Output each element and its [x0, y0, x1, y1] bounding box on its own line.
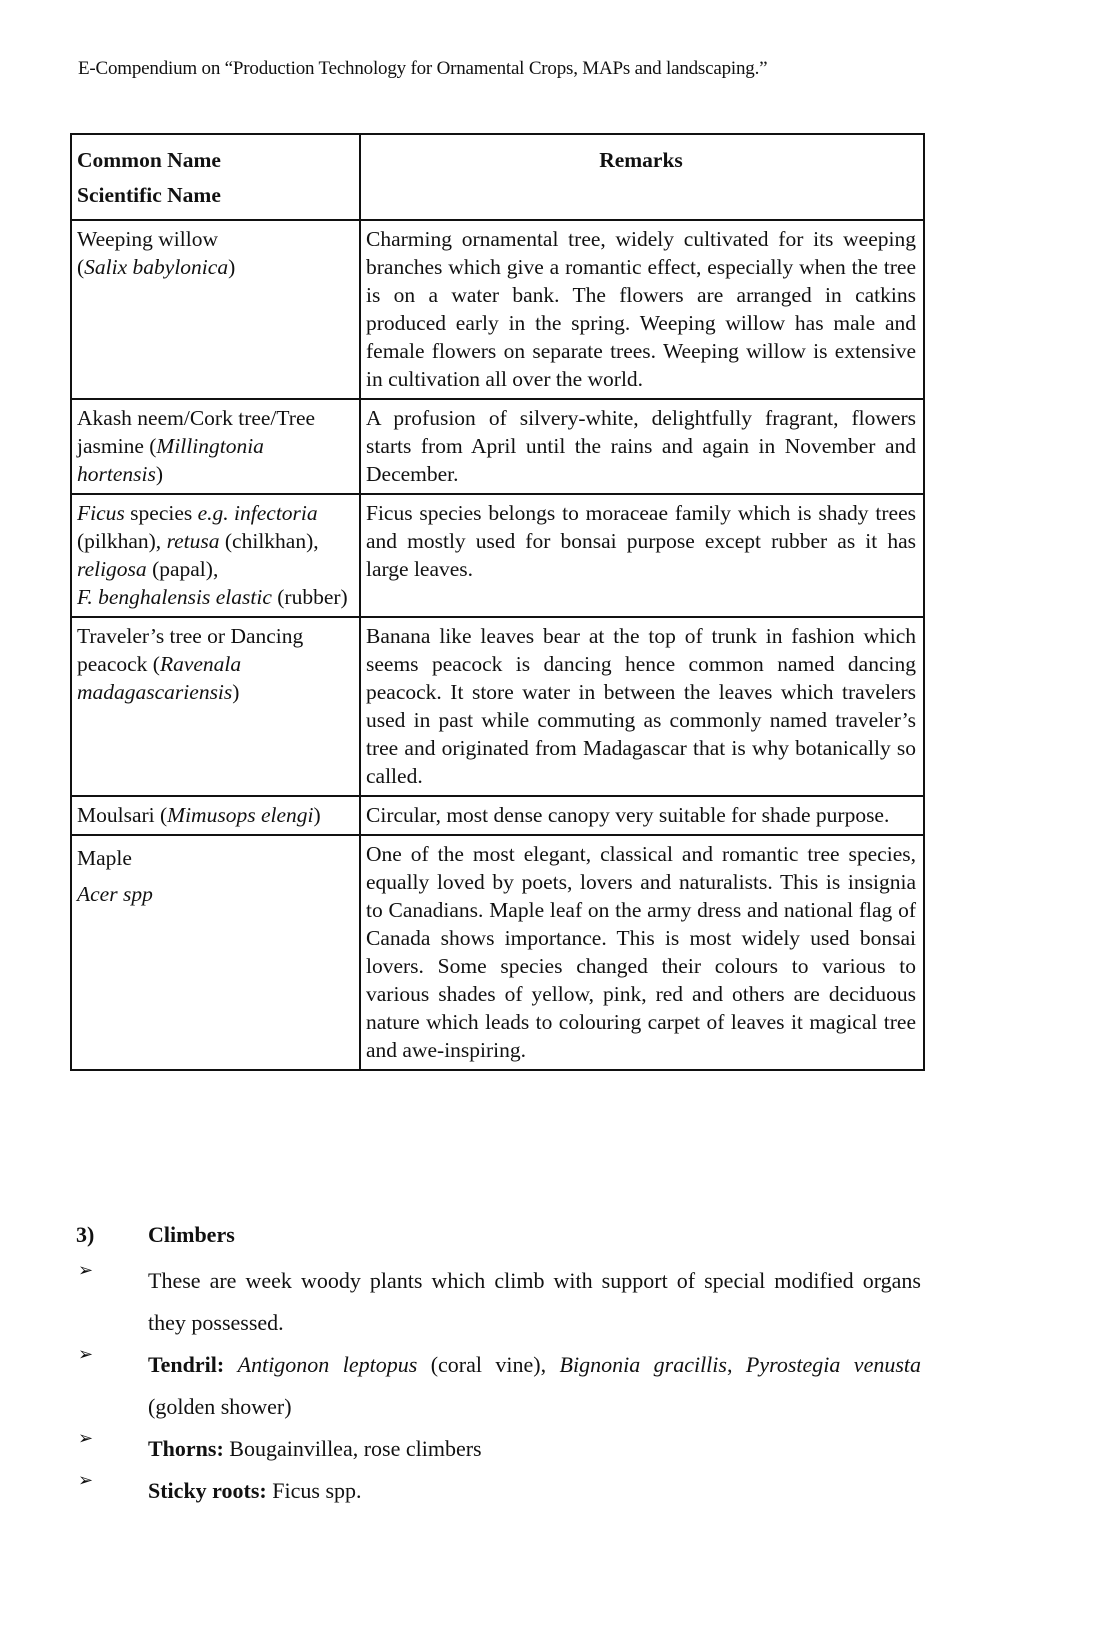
header-remarks: Remarks: [360, 134, 924, 220]
remark-cell: One of the most elegant, classical and romantic tree species, equally loved by poets, lovers and naturalists. This is insignia to Canadians. Maple leaf on the army dress and national flag of Canada shows importance. This is most widely used bonsai lovers. Some species changed their colours to various to various shades of yellow, pink, red and others are deciduous nature which leads to colouring carpet of leaves it magical tree and awe-inspiring.: [360, 835, 924, 1070]
common-name: Moulsari (: [77, 803, 168, 827]
common-name: Maple: [77, 846, 132, 870]
table-row: [71, 220, 924, 399]
section-number: 3): [76, 1222, 95, 1247]
table-row: [71, 494, 924, 617]
text: (golden shower): [148, 1394, 292, 1419]
scientific-name-italic: Pyrostegia venusta: [745, 1352, 922, 1377]
arrow-bullet-icon: ➢: [78, 1428, 94, 1448]
remark-cell: Banana like leaves bear at the top of trunk in fashion which seems peacock is dancing hence common named dancing peacock. It store water in between the leaves which travelers used in past while commuting as commonly named traveler’s tree and originated from Madagascar that is why botanically so called.: [360, 617, 924, 796]
paren: ): [313, 803, 321, 827]
table-row: [71, 617, 924, 796]
arrow-bullet-icon: ➢: [78, 1470, 94, 1490]
remark-cell: Charming ornamental tree, widely cultivated for its weeping branches which give a romantic effect, especially when the tree is on a water bank. The flowers are arranged in catkins produced early in the spring. Weeping willow has male and female flowers on separate trees. Weeping willow is extensive in cultivation all over the world.: [360, 220, 924, 399]
header-scientific-name: Scientific Name: [77, 183, 221, 207]
scientific-name-italic: Antigonon leptopus: [237, 1352, 418, 1377]
bullet-text: [148, 1428, 921, 1470]
scientific-name-italic: Acer spp: [77, 882, 153, 906]
scientific-name-italic: F. benghalensis elastic: [77, 585, 272, 609]
scientific-name-italic: retusa: [166, 529, 220, 553]
name-text: (rubber): [271, 585, 348, 609]
remark-cell: Ficus species belongs to moraceae family which is shady trees and mostly used for bonsai purpose except rubber as it has large leaves.: [360, 494, 924, 617]
bullet-label: Tendril:: [148, 1352, 225, 1377]
table-header-row: [71, 134, 924, 220]
text: Bougainvillea, rose climbers: [223, 1436, 482, 1461]
paren: ): [155, 462, 164, 486]
bullet-item: [76, 1470, 921, 1512]
name-text: species: [124, 501, 198, 525]
text: ,: [726, 1352, 746, 1377]
bullet-label: Sticky roots:: [148, 1478, 267, 1503]
remark-cell: A profusion of silvery-white, delightfully fragrant, flowers starts from April until the rains and again in November and December.: [360, 399, 924, 494]
remark-cell: Circular, most dense canopy very suitable for shade purpose.: [360, 796, 924, 835]
scientific-name-italic: Millingtonia hortensis: [77, 434, 264, 486]
ornamental-trees-table: [70, 133, 925, 1071]
scientific-name-italic: Ravenala madagascariensis: [77, 652, 242, 704]
bullet-item: [76, 1428, 921, 1470]
name-cell: [71, 617, 360, 796]
name-cell: [71, 835, 360, 1070]
scientific-name-italic: religosa: [77, 557, 147, 581]
arrow-bullet-icon: ➢: [78, 1260, 94, 1280]
text: [224, 1352, 237, 1377]
arrow-bullet-icon: ➢: [78, 1344, 94, 1364]
header-common-name: Common Name: [77, 148, 221, 172]
header-name-cell: [71, 134, 360, 220]
name-text: (pilkhan),: [77, 529, 167, 553]
paren: (: [77, 255, 85, 279]
bullet-item: [76, 1260, 921, 1344]
name-cell: [71, 220, 360, 399]
bullet-text: These are week woody plants which climb with support of special modified organs they possessed.: [148, 1268, 921, 1335]
text: Ficus spp.: [266, 1478, 362, 1503]
scientific-name-italic: Mimusops elengi: [167, 803, 314, 827]
table-row: [71, 399, 924, 494]
bullet-text: [148, 1344, 921, 1428]
name-cell: [71, 494, 360, 617]
scientific-name-italic: Ficus: [77, 501, 125, 525]
section-title: Climbers: [148, 1222, 235, 1247]
table-row: [71, 796, 924, 835]
table-row: [71, 835, 924, 1070]
text: (coral vine),: [417, 1352, 560, 1377]
scientific-name-italic: Salix babylonica: [84, 255, 229, 279]
common-name: Traveler’s tree or Dancing peacock (: [77, 624, 304, 676]
name-cell: [71, 796, 360, 835]
paren: ): [228, 255, 236, 279]
name-text: (papal),: [146, 557, 219, 581]
paren: ): [232, 680, 240, 704]
page-header: E-Compendium on “Production Technology for Ornamental Crops, MAPs and landscaping.”: [78, 58, 768, 79]
bullet-label: Thorns:: [148, 1436, 224, 1461]
bullet-text: [148, 1470, 921, 1512]
scientific-name-italic: Bignonia gracillis: [559, 1352, 727, 1377]
scientific-name-italic: e.g. infectoria: [197, 501, 318, 525]
name-cell: [71, 399, 360, 494]
scientific-name: [77, 253, 352, 281]
common-name: Weeping willow: [77, 227, 218, 251]
name-text: (chilkhan),: [219, 529, 319, 553]
bullet-item: [76, 1344, 921, 1428]
common-name: Akash neem/Cork tree/Tree jasmine (: [77, 406, 316, 458]
